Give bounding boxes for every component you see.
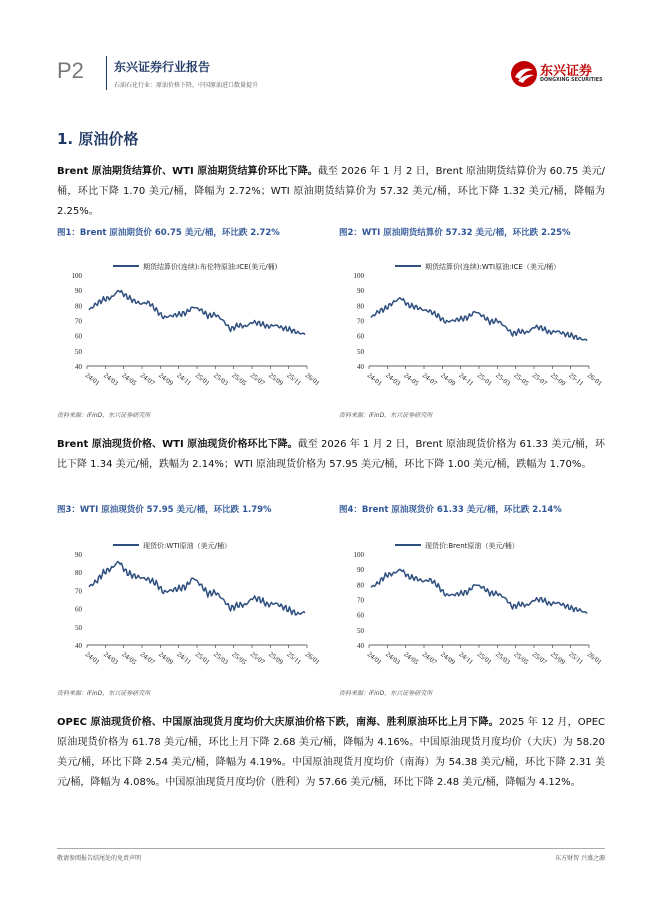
x-tick-label: 25/09: [267, 650, 285, 667]
x-tick-label: 24/07: [138, 371, 157, 388]
x-tick-label: 24/05: [120, 371, 138, 388]
x-tick-label: 24/09: [439, 650, 457, 667]
y-tick-label: 90: [357, 566, 364, 575]
paragraph-body: 截至 2026 年 1 月 2 日，Brent 原油期货结算价为 60.75 美元/桶，环比下降 1.70 美元/桶，降幅为 2.72%；WTI 原油期货结算价为 57.32 美元/桶，环比下降 1.32 美元/桶，降幅为 2.25%。: [57, 166, 605, 217]
figure-2-title: 图2：WTI 原油期货结算价 57.32 美元/桶，环比跌 2.25%: [339, 228, 571, 238]
paragraph-spot: [57, 435, 605, 475]
logo-emblem-icon: [510, 60, 538, 88]
paragraph-lead: Brent 原油现货价格、WTI 原油现货价格环比下降。: [57, 439, 298, 450]
y-tick-label: 60: [75, 605, 82, 614]
x-tick-label: 24/01: [365, 650, 384, 667]
y-tick-label: 80: [357, 581, 364, 590]
y-tick-label: 80: [357, 302, 364, 311]
x-tick-label: 24/03: [102, 371, 120, 388]
x-tick-label: 25/01: [475, 650, 494, 667]
price-series-line: [371, 298, 587, 341]
x-tick-label: 24-01: [365, 371, 384, 388]
x-tick-label: 26/01: [585, 650, 604, 667]
figure-1-source: 资料来源：iFinD，东兴证券研究所: [57, 412, 151, 419]
y-tick-label: 70: [357, 317, 364, 326]
x-tick-label: 25/07: [530, 650, 549, 667]
legend-label: 期货结算价(连续):布伦特原油:ICE(美元/桶): [143, 263, 278, 271]
y-tick-label: 100: [71, 272, 82, 280]
header-divider: [106, 56, 107, 90]
x-tick-label: 24/05: [120, 650, 138, 667]
figure-2-svg: [339, 253, 604, 413]
paragraph-body: 2025 年 12 月，OPEC 原油现货价格为 61.78 美元/桶，环比上月下降 2.68 美元/桶，降幅为 4.16%。中国原油现货月度均价（大庆）为 58.20 美元/桶，环比下降 2.54 美元/桶，降幅为 4.19%。中国原油现货月度均价（南海）为 54.38 美元/桶，环比下降 2.31 美元/桶，降幅为 4.08%。中国原油现货月度均价（胜利）为 57.66 美元/桶，环比下降 2.48 美元/桶，降幅为 4.12%。: [57, 717, 605, 788]
legend-label: 期货结算价(连续):WTI原油:ICE（美元/桶）: [425, 263, 561, 271]
x-tick-label: 26/01: [303, 371, 322, 388]
x-tick-label: 24/03: [384, 650, 402, 667]
y-tick-label: 100: [353, 272, 364, 280]
y-tick-label: 100: [353, 551, 364, 559]
y-tick-label: 50: [357, 347, 364, 356]
x-tick-label: 24/11: [175, 650, 193, 667]
x-tick-label: 25-07: [530, 371, 549, 388]
figure-4-svg: [339, 532, 604, 692]
y-tick-label: 40: [75, 642, 82, 650]
y-tick-label: 50: [357, 626, 364, 635]
x-tick-label: 24/11: [457, 650, 475, 667]
x-tick-label: 25/05: [230, 371, 248, 388]
footer-slogan: 东方财智 兴盛之源: [555, 855, 605, 862]
y-tick-label: 70: [75, 587, 82, 596]
footer-divider: [57, 848, 605, 849]
figure-1-title: 图1：Brent 原油期货价 60.75 美元/桶，环比跌 2.72%: [57, 228, 280, 238]
figure-4-source: 资料来源：iFinD，东兴证券研究所: [339, 690, 433, 697]
x-tick-label: 25-01: [475, 371, 494, 388]
footer-disclaimer: 敬请参阅报告结尾处的免责声明: [57, 855, 142, 862]
paragraph-lead: OPEC 原油现货价格、中国原油现货月度均价大庆原油价格下跌，南海、胜利原油环比上月下降。: [57, 717, 499, 728]
x-tick-label: 24/09: [157, 371, 175, 388]
company-logo: [510, 60, 610, 88]
y-tick-label: 90: [75, 551, 82, 559]
figure-2-chart: [339, 253, 604, 413]
x-tick-label: 25/01: [193, 371, 212, 388]
x-tick-label: 24-07: [420, 371, 439, 388]
logo-text-cn: 东兴证券: [540, 64, 593, 79]
x-tick-label: 24-11: [457, 371, 476, 388]
paragraph-body: 截至 2026 年 1 月 2 日，Brent 原油现货价格为 61.33 美元/桶，环比下降 1.34 美元/桶，跌幅为 2.14%；WTI 原油现货价格为 57.95 美元/桶，环比下降 1.00 美元/桶，跌幅为 1.70%。: [57, 439, 605, 470]
y-tick-label: 50: [75, 347, 82, 356]
figure-4-title: 图4：Brent 原油现货价 61.33 美元/桶，环比跌 2.14%: [339, 505, 562, 515]
report-title: 东兴证券行业报告: [114, 60, 211, 74]
x-tick-label: 24-05: [402, 371, 421, 388]
paragraph-lead: Brent 原油期货结算价、WTI 原油期货结算价环比下降。: [57, 166, 318, 177]
x-tick-label: 25-09: [549, 371, 567, 388]
page-number: P2: [57, 58, 84, 83]
report-subtitle: 石油石化行业：原油价格下降，中国原油进口数量提升: [114, 82, 259, 89]
y-tick-label: 40: [357, 363, 364, 371]
x-tick-label: 24-03: [384, 371, 402, 388]
figure-3-chart: [57, 532, 322, 692]
x-tick-label: 25-03: [494, 371, 512, 388]
price-series-line: [89, 291, 305, 335]
x-tick-label: 25/03: [494, 650, 512, 667]
x-tick-label: 25/03: [212, 650, 230, 667]
x-tick-label: 25/11: [285, 371, 303, 388]
x-tick-label: 24/11: [175, 371, 193, 388]
price-series-line: [371, 569, 587, 613]
y-tick-label: 40: [75, 363, 82, 371]
x-tick-label: 25/11: [567, 650, 585, 667]
x-tick-label: 25/09: [267, 371, 285, 388]
y-tick-label: 80: [75, 569, 82, 578]
x-tick-label: 24-09: [439, 371, 457, 388]
paragraph-futures: [57, 162, 605, 222]
x-tick-label: 25/03: [212, 371, 230, 388]
y-tick-label: 90: [75, 287, 82, 296]
y-tick-label: 70: [357, 596, 364, 605]
y-tick-label: 90: [357, 287, 364, 296]
x-tick-label: 26-01: [585, 371, 604, 388]
x-tick-label: 24/05: [402, 650, 420, 667]
y-tick-label: 50: [75, 623, 82, 632]
y-tick-label: 80: [75, 302, 82, 311]
y-tick-label: 60: [75, 332, 82, 341]
legend-label: 现货价:WTI原油（美元/桶）: [143, 542, 231, 550]
x-tick-label: 25/11: [285, 650, 303, 667]
x-tick-label: 25-05: [512, 371, 531, 388]
x-tick-label: 25/07: [248, 371, 267, 388]
x-tick-label: 24/03: [102, 650, 120, 667]
x-tick-label: 25/07: [248, 650, 267, 667]
price-series-line: [89, 562, 305, 615]
x-tick-label: 24/09: [157, 650, 175, 667]
paragraph-opec: [57, 713, 605, 793]
y-tick-label: 70: [75, 317, 82, 326]
figure-1-chart: [57, 253, 322, 413]
x-tick-label: 24/07: [138, 650, 157, 667]
figure-1-svg: [57, 253, 322, 413]
x-tick-label: 26/01: [303, 650, 322, 667]
x-tick-label: 25-11: [567, 371, 586, 388]
figure-3-svg: [57, 532, 322, 692]
figure-4-chart: [339, 532, 604, 692]
legend-label: 现货价:Brent原油（美元/桶）: [425, 542, 519, 550]
logo-text-en: DONGXING SECURITIES: [540, 78, 603, 83]
x-tick-label: 24/01: [83, 650, 102, 667]
x-tick-label: 24/07: [420, 650, 439, 667]
y-tick-label: 40: [357, 642, 364, 650]
section-title: 1. 原油价格: [57, 130, 139, 148]
y-tick-label: 60: [357, 332, 364, 341]
y-tick-label: 60: [357, 611, 364, 620]
x-tick-label: 24/01: [83, 371, 102, 388]
x-tick-label: 25/05: [230, 650, 248, 667]
figure-3-source: 资料来源：iFinD，东兴证券研究所: [57, 690, 151, 697]
x-tick-label: 25/05: [512, 650, 530, 667]
x-tick-label: 25/01: [193, 650, 212, 667]
figure-2-source: 资料来源：iFinD，东兴证券研究所: [339, 412, 433, 419]
x-tick-label: 25/09: [549, 650, 567, 667]
figure-3-title: 图3：WTI 原油现货价 57.95 美元/桶，环比跌 1.79%: [57, 505, 272, 515]
